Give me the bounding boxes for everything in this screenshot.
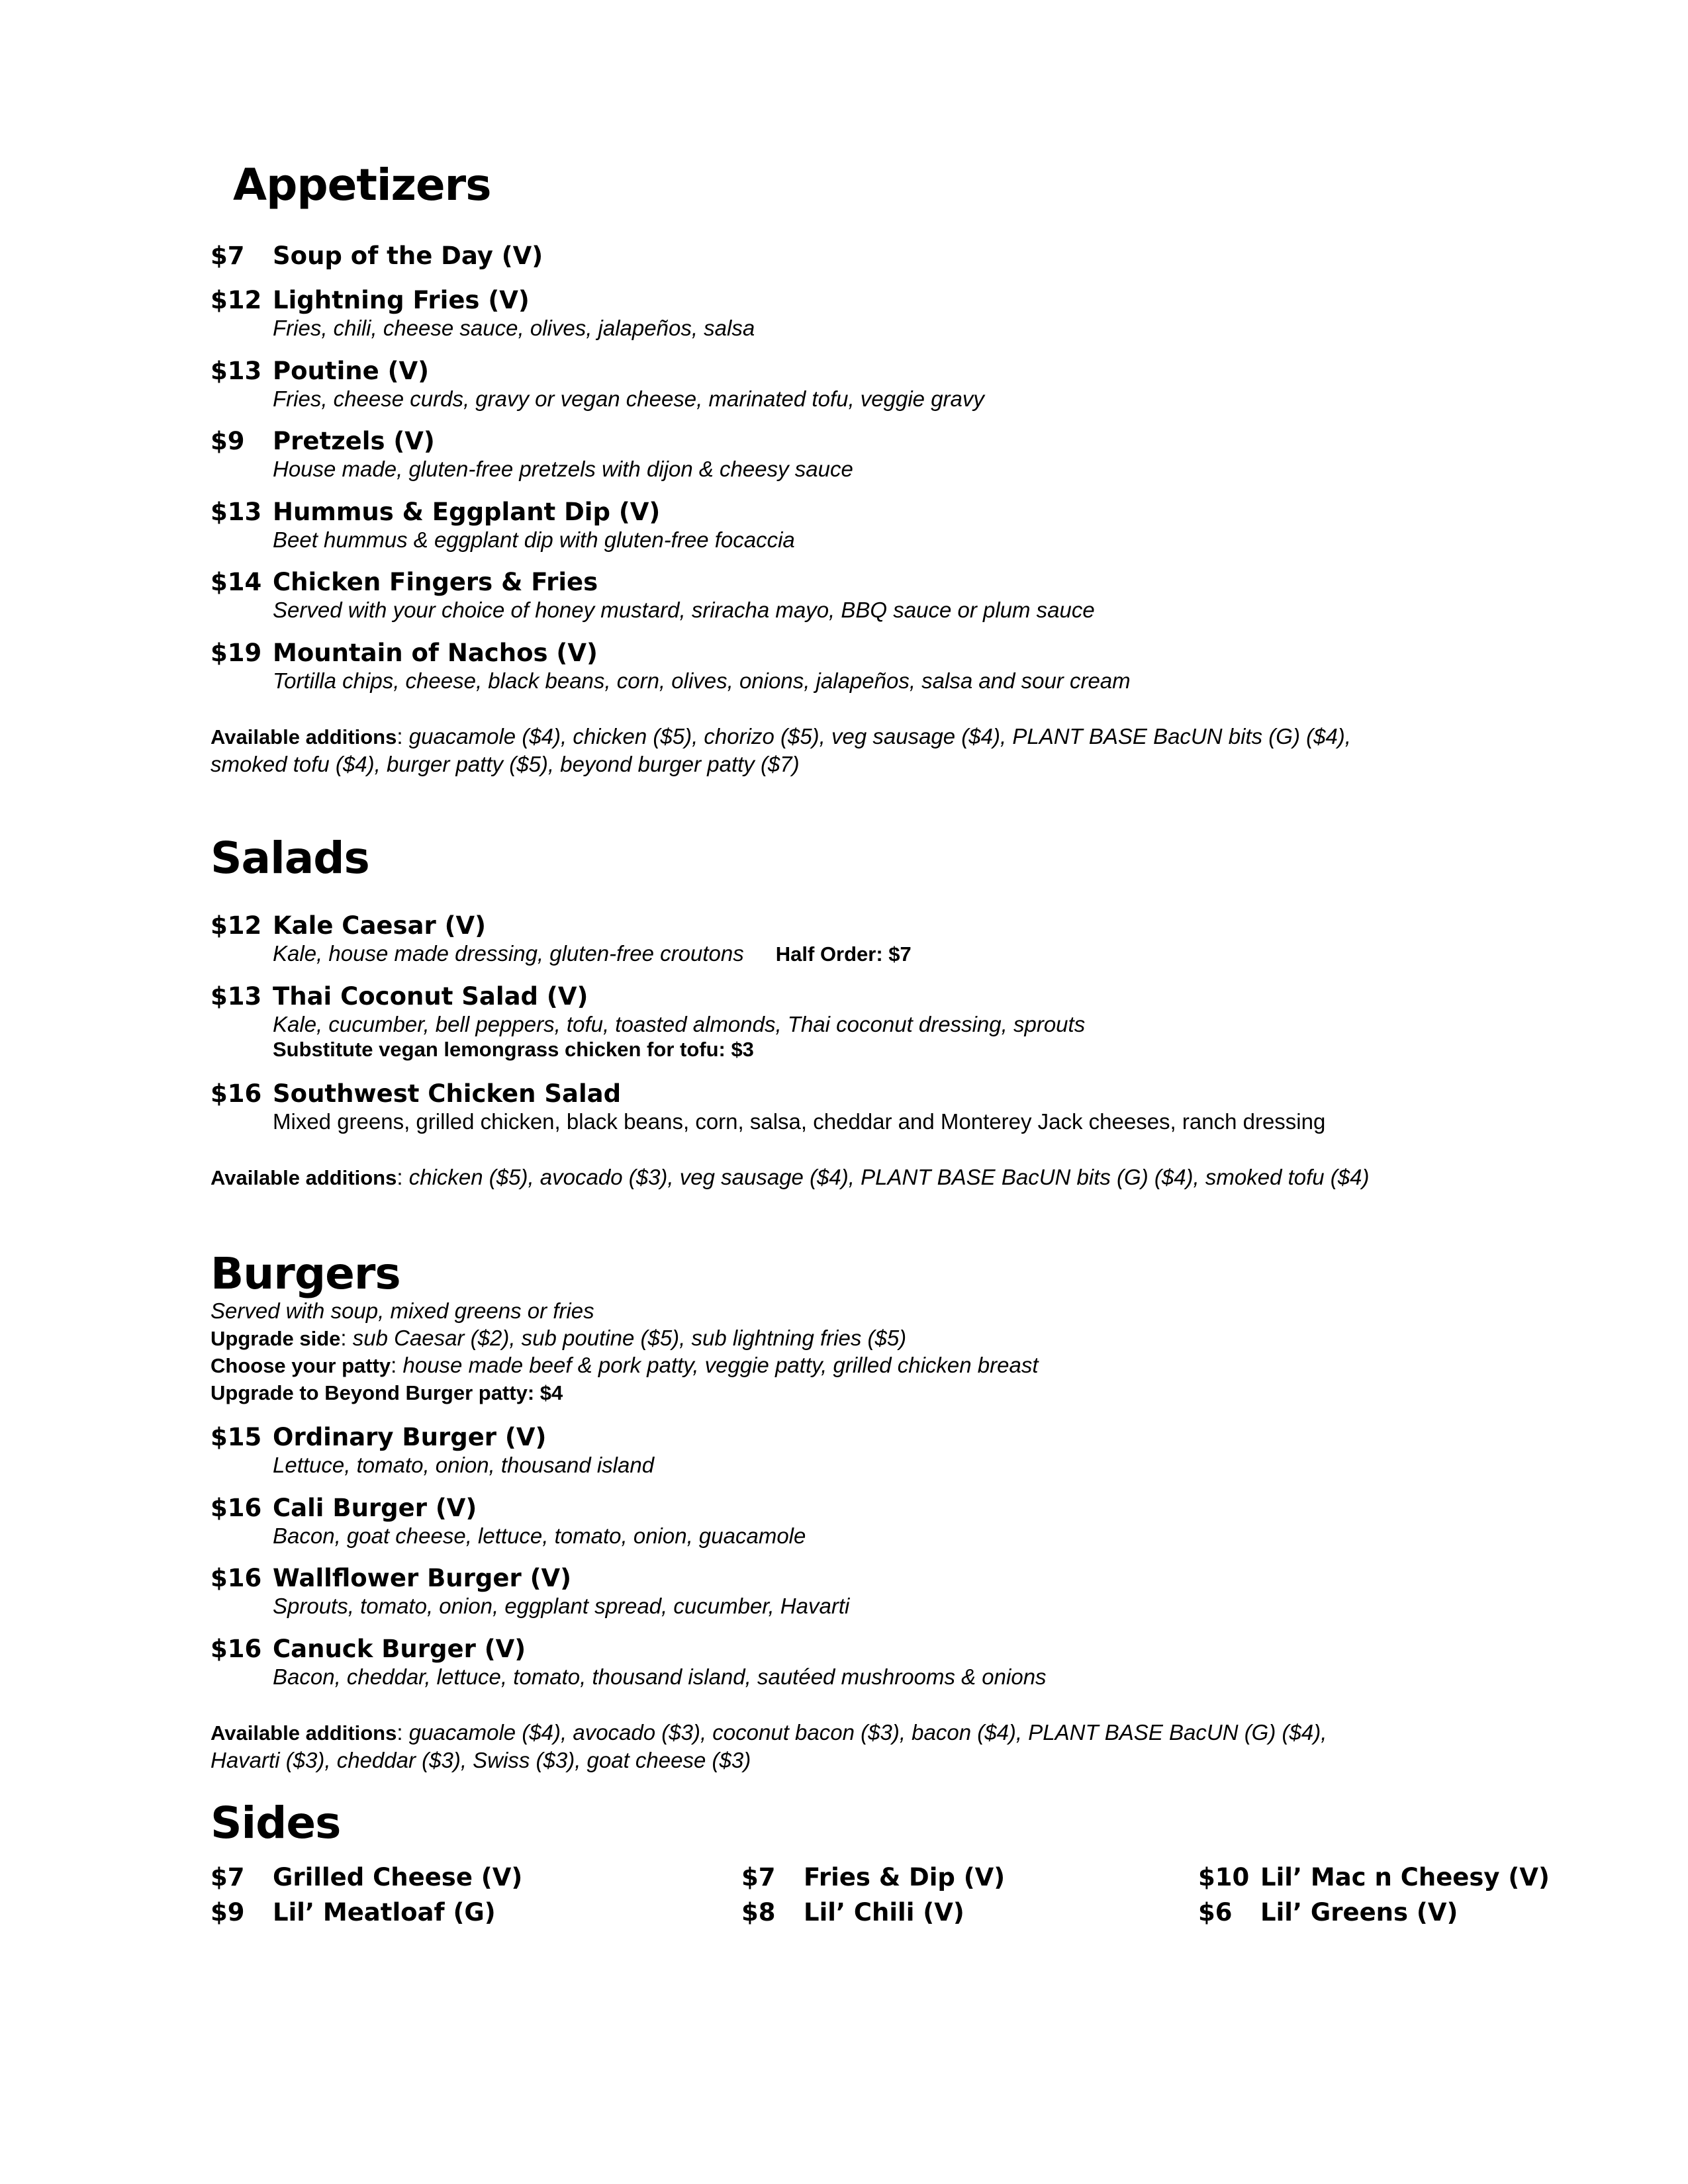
item-description: Fries, chili, cheese sauce, olives, jalapeños, salsa: [273, 316, 755, 340]
item-name: Cali Burger (V): [273, 1494, 477, 1522]
item-price: $7: [741, 1863, 776, 1891]
item-description: Sprouts, tomato, onion, eggplant spread, cucumber, Havarti: [273, 1594, 850, 1618]
half-order-price: Half Order: $7: [775, 942, 912, 966]
item-note: Substitute vegan lemongrass chicken for tofu: $3: [273, 1038, 754, 1061]
item-name: Poutine (V): [273, 357, 430, 385]
additions-label: Available additions: [211, 1166, 397, 1189]
burgers-beyond-upgrade: [211, 1380, 563, 1405]
burgers-additions: Available additions: guacamole ($4), avocado ($3), coconut bacon ($3), bacon ($4), PLANT BASE BacUN (G) ($4), Havarti ($3), cheddar ($3), Swiss ($3), goat cheese ($3): [211, 1720, 1327, 1772]
item-description: Fries, cheese curds, gravy or vegan cheese, marinated tofu, veggie gravy: [273, 387, 984, 411]
item-description: [273, 941, 912, 966]
additions-label: Available additions: [211, 1721, 397, 1745]
item-price: $19: [211, 639, 262, 667]
item-price: $16: [211, 1494, 262, 1522]
item-price: $7: [211, 242, 245, 270]
item-description: Kale, cucumber, bell peppers, tofu, toasted almonds, Thai coconut dressing, sprouts: [273, 1012, 1086, 1036]
item-price: $16: [211, 1635, 262, 1663]
beyond-text: Upgrade to Beyond Burger patty: $4: [211, 1381, 563, 1404]
patty-text: house made beef & pork patty, veggie patty, grilled chicken breast: [402, 1353, 1039, 1377]
description-text: Kale, house made dressing, gluten-free croutons: [273, 941, 744, 966]
additions-line: guacamole ($4), chicken ($5), chorizo ($5), veg sausage ($4), PLANT BASE BacUN bits (G) ($4),: [408, 724, 1351, 749]
item-price: $15: [211, 1423, 262, 1451]
item-description: Bacon, cheddar, lettuce, tomato, thousand island, sautéed mushrooms & onions: [273, 1664, 1047, 1689]
item-name: Soup of the Day (V): [273, 242, 543, 270]
salads-heading: Salads: [211, 833, 369, 884]
item-name: Lil’ Greens (V): [1260, 1898, 1458, 1927]
upgrade-label: Upgrade side: [211, 1327, 341, 1350]
appetizers-additions: Available additions: guacamole ($4), chicken ($5), chorizo ($5), veg sausage ($4), PLANT BASE BacUN bits (G) ($4), smoked tofu ($4), burger patty ($5), beyond burger patty ($7): [211, 724, 1351, 776]
item-name: Kale Caesar (V): [273, 911, 487, 940]
item-price: $12: [211, 286, 262, 314]
item-name: Lightning Fries (V): [273, 286, 530, 314]
item-price: $9: [211, 427, 245, 455]
item-name: Southwest Chicken Salad: [273, 1079, 622, 1108]
burgers-patty-choice: Choose your patty: house made beef & pork patty, veggie patty, grilled chicken breast: [211, 1353, 1039, 1377]
item-price: $7: [211, 1863, 245, 1891]
item-description: Bacon, goat cheese, lettuce, tomato, onion, guacamole: [273, 1524, 806, 1548]
item-price: $13: [211, 982, 262, 1011]
item-description: Served with your choice of honey mustard, sriracha mayo, BBQ sauce or plum sauce: [273, 598, 1095, 622]
item-description: Beet hummus & eggplant dip with gluten-free focaccia: [273, 527, 795, 552]
item-name: Lil’ Meatloaf (G): [273, 1898, 496, 1927]
item-price: $14: [211, 568, 262, 596]
sides-heading: Sides: [211, 1797, 341, 1848]
burgers-served-note: [211, 1298, 594, 1324]
item-name: Canuck Burger (V): [273, 1635, 526, 1663]
item-name: Ordinary Burger (V): [273, 1423, 547, 1451]
item-name: Wallflower Burger (V): [273, 1564, 572, 1592]
item-name: Hummus & Eggplant Dip (V): [273, 498, 661, 526]
item-price: $9: [211, 1898, 245, 1927]
additions-line: Havarti ($3), cheddar ($3), Swiss ($3), goat cheese ($3): [211, 1748, 751, 1772]
patty-label: Choose your patty: [211, 1354, 391, 1377]
item-name: Grilled Cheese (V): [273, 1863, 523, 1891]
additions-line: smoked tofu ($4), burger patty ($5), beyond burger patty ($7): [211, 752, 800, 776]
item-price: $16: [211, 1079, 262, 1108]
item-name: Chicken Fingers & Fries: [273, 568, 598, 596]
salads-additions: Available additions: chicken ($5), avocado ($3), veg sausage ($4), PLANT BASE BacUN bits (G) ($4), smoked tofu ($4): [211, 1165, 1370, 1189]
additions-label: Available additions: [211, 725, 397, 749]
additions-line: chicken ($5), avocado ($3), veg sausage ($4), PLANT BASE BacUN bits (G) ($4), smoked tofu ($4): [408, 1165, 1370, 1189]
burgers-heading: Burgers: [211, 1248, 400, 1299]
item-description: Tortilla chips, cheese, black beans, corn, olives, onions, jalapeños, salsa and sour cream: [273, 668, 1131, 693]
item-name: Thai Coconut Salad (V): [273, 982, 588, 1011]
item-name: Pretzels (V): [273, 427, 435, 455]
item-description: House made, gluten-free pretzels with dijon & cheesy sauce: [273, 457, 853, 481]
upgrade-text: sub Caesar ($2), sub poutine ($5), sub lightning fries ($5): [352, 1326, 907, 1350]
item-name: Fries & Dip (V): [804, 1863, 1006, 1891]
appetizers-heading: Appetizers: [233, 159, 491, 210]
item-price: $13: [211, 498, 262, 526]
item-name: Lil’ Mac n Cheesy (V): [1260, 1863, 1550, 1891]
burgers-upgrade-side: Upgrade side: sub Caesar ($2), sub poutine ($5), sub lightning fries ($5): [211, 1326, 907, 1350]
item-price: $16: [211, 1564, 262, 1592]
item-name: Mountain of Nachos (V): [273, 639, 598, 667]
additions-line: guacamole ($4), avocado ($3), coconut bacon ($3), bacon ($4), PLANT BASE BacUN (G) ($4),: [408, 1720, 1327, 1745]
item-price: $6: [1198, 1898, 1233, 1927]
item-price: $8: [741, 1898, 776, 1927]
item-price: $12: [211, 911, 262, 940]
served-text: Served with soup, mixed greens or fries: [211, 1298, 594, 1323]
item-price: $10: [1198, 1863, 1250, 1891]
item-price: $13: [211, 357, 262, 385]
item-description: Mixed greens, grilled chicken, black beans, corn, salsa, cheddar and Monterey Jack cheeses, ranch dressing: [273, 1109, 1326, 1134]
item-description: Lettuce, tomato, onion, thousand island: [273, 1453, 655, 1477]
item-name: Lil’ Chili (V): [804, 1898, 964, 1927]
